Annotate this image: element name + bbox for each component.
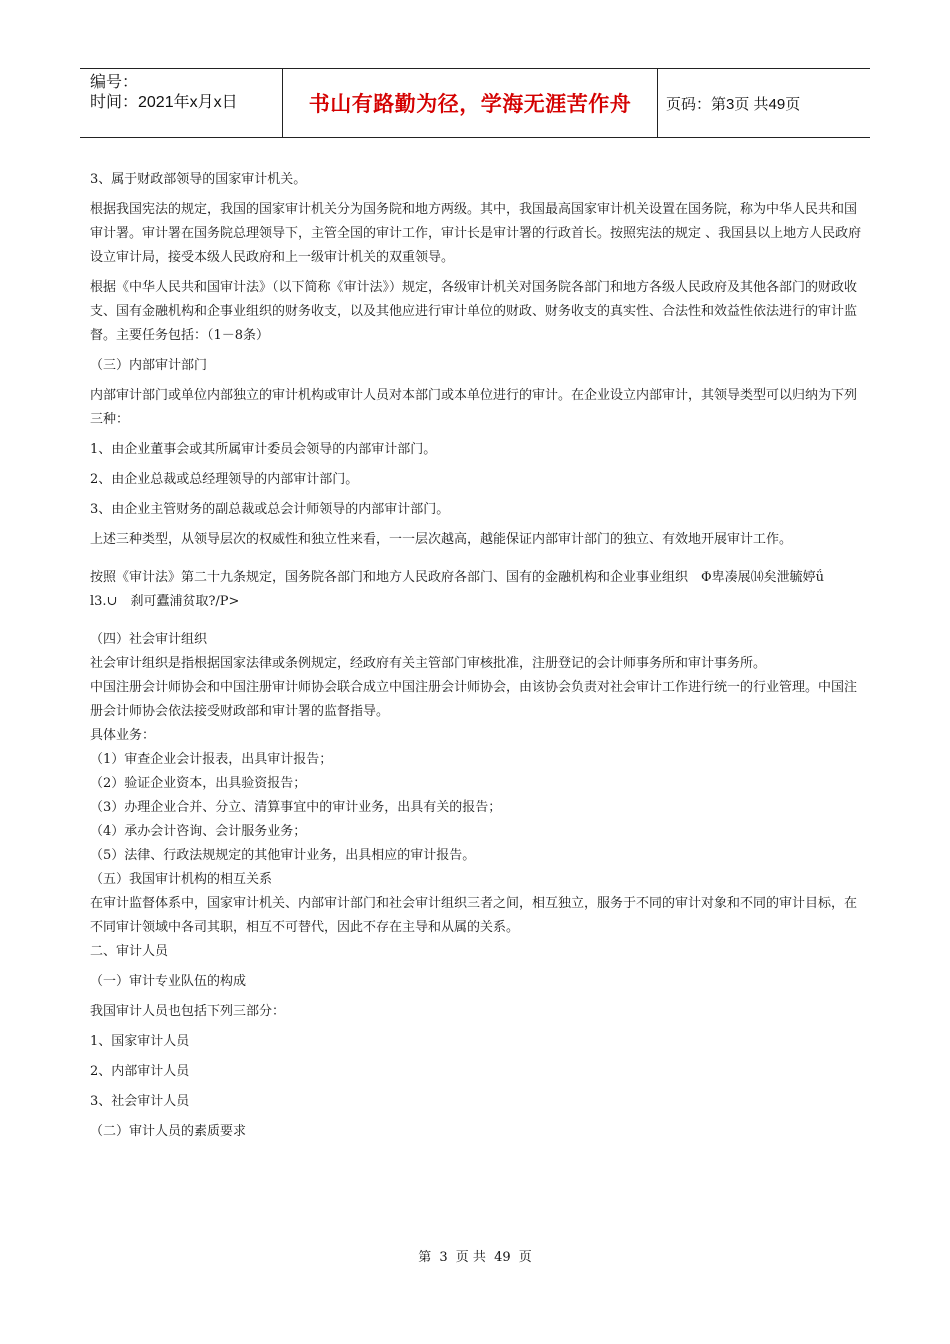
paragraph: 中国注册会计师协会和中国注册审计师协会联合成立中国注册会计师协会，由该协会负责对社会审计工作进行统一的行业管理。中国注册会计师协会依法接受财政部和审计署的监督指导。	[90, 680, 858, 719]
header-motto: 书山有路勤为径，学海无涯苦作舟	[308, 92, 632, 116]
paragraph: 内部审计部门或单位内部独立的审计机构或审计人员对本部门或本单位进行的审计。在企业设立内部审计，其领导类型可以归纳为下列三种：	[90, 388, 858, 427]
paragraph-garbled: 按照《审计法》第二十九条规定，国务院各部门和地方人民政府各部门、国有的金融机构和企业事业组织 Φ卑凑展⒁矣泄毓婷ǘ l3.∪ 刹可蠹浦贫取?/P>	[90, 570, 838, 609]
section-heading: （五）我国审计机构的相互关系	[90, 872, 273, 887]
list-item: 1、国家审计人员	[90, 1034, 190, 1049]
spacer	[90, 558, 862, 566]
footer-suffix: 页	[518, 1250, 532, 1265]
header-page-info: 页码：第3页 共49页	[666, 95, 801, 113]
spacer	[90, 620, 862, 628]
footer-page-number: 3	[439, 1250, 448, 1265]
paragraph: 根据我国宪法的规定，我国的国家审计机关分为国务院和地方两级。其中，我国最高国家审计机关设置在国务院，称为中华人民共和国审计署。审计署在国务院总理领导下，主管全国的审计工作，审计长是审计署的行政首长。按照宪法的规定 、我国县以上地方人民政府设立审计局，接受本级人民政府和上一级审计机关的双重领导。	[90, 202, 862, 265]
section-heading: （一）审计专业队伍的构成	[90, 974, 247, 989]
chapter-heading: 二、审计人员	[90, 944, 169, 959]
paragraph: 3、属于财政部领导的国家审计机关。	[90, 172, 307, 187]
document-body	[90, 168, 862, 1150]
page-header	[80, 68, 870, 138]
paragraph: 我国审计人员也包括下列三部分：	[90, 1004, 286, 1019]
section-heading: （三）内部审计部门	[90, 358, 208, 373]
section-heading: （二）审计人员的素质要求	[90, 1124, 247, 1139]
header-page-info-cell	[658, 69, 870, 137]
paragraph: 在审计监督体系中，国家审计机关、内部审计部门和社会审计组织三者之间，相互独立，服务于不同的审计对象和不同的审计目标，在不同审计领域中各司其职，相互不可替代，因此不存在主导和从属的关系。	[90, 896, 858, 935]
list-item: 2、由企业总裁或总经理领导的内部审计部门。	[90, 472, 359, 487]
list-item: 2、内部审计人员	[90, 1064, 190, 1079]
list-item: （2）验证企业资本，出具验资报告；	[90, 776, 307, 791]
footer-prefix: 第	[418, 1250, 432, 1265]
list-item: 3、社会审计人员	[90, 1094, 190, 1109]
document-time-label: 时间：2021年x月x日	[90, 94, 238, 111]
footer-mid: 页 共	[455, 1250, 486, 1265]
list-item: （4）承办会计咨询、会计服务业务；	[90, 824, 307, 839]
paragraph: 根据《中华人民共和国审计法》（以下简称《审计法》）规定，各级审计机关对国务院各部门和地方各级人民政府及其他各部门的财政收支、国有金融机构和企事业组织的财务收支，以及其他应进行审计单位的财政、财务收支的真实性、合法性和效益性依法进行的审计监督。主要任务包括：（1－8条）	[90, 280, 858, 343]
document-number-label: 编号：	[90, 74, 139, 91]
paragraph: 具体业务：	[90, 728, 156, 743]
section-heading: （四）社会审计组织	[90, 632, 208, 647]
header-meta	[80, 69, 282, 137]
paragraph: 社会审计组织是指根据国家法律或条例规定，经政府有关主管部门审核批准，注册登记的会计师事务所和审计事务所。	[90, 656, 767, 671]
list-item: （5）法律、行政法规规定的其他审计业务，出具相应的审计报告。	[90, 848, 476, 863]
paragraph: 上述三种类型，从领导层次的权威性和独立性来看，一一层次越高，越能保证内部审计部门的独立、有效地开展审计工作。	[90, 532, 793, 547]
list-item: 1、由企业董事会或其所属审计委员会领导的内部审计部门。	[90, 442, 437, 457]
page-footer	[0, 1246, 950, 1265]
header-motto-cell	[282, 69, 658, 137]
list-item: 3、由企业主管财务的副总裁或总会计师领导的内部审计部门。	[90, 502, 450, 517]
list-item: （1）审查企业会计报表，出具审计报告；	[90, 752, 333, 767]
list-item: （3）办理企业合并、分立、清算事宜中的审计业务，出具有关的报告；	[90, 800, 502, 815]
footer-total-pages: 49	[494, 1250, 511, 1265]
